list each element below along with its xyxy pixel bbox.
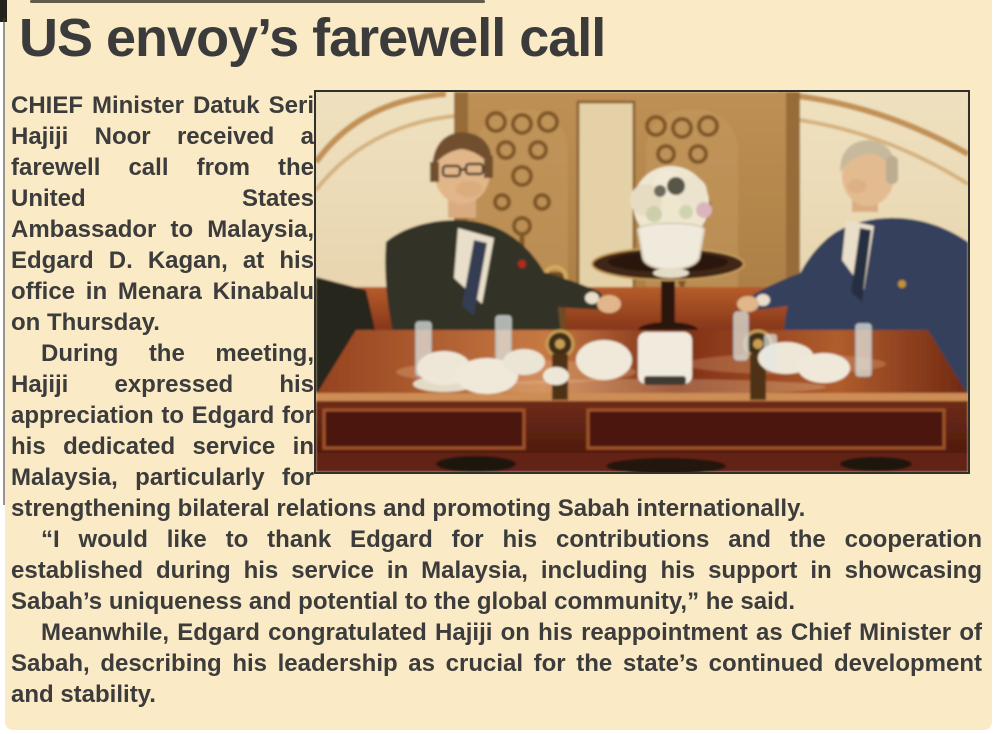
article-body: [11, 90, 982, 710]
article-paragraph: Meanwhile, Edgard congratulated Hajiji on his reappointment as Chief Minister of Sabah, describing his leadership as crucial for the state’s continued development and stability.: [11, 619, 982, 708]
scan-artifact-top-edge: [30, 0, 485, 3]
news-clipping: [5, 0, 992, 730]
meeting-photo: [314, 90, 970, 474]
article-paragraph: CHIEF Minister Datuk Seri Hajiji Noor received a farewell call from the United States Ambassador to Malaysia, Edgard D. Kagan, at his office in Menara Kinabalu on Thursday.: [11, 92, 314, 336]
scan-artifact-left-edge: [3, 18, 5, 505]
meeting-photo-illustration: [316, 92, 968, 472]
headline: US envoy’s farewell call: [19, 8, 606, 68]
article-paragraph: “I would like to thank Edgard for his contributions and the cooperation established during his service in Malaysia, including his support in showcasing Sabah’s uniqueness and potential to the global community,” he said.: [11, 526, 982, 615]
article-paragraph: During the meeting, Hajiji expressed his appreciation to Edgard for his dedicated service in Malaysia, particularly for strengthening bilateral relations and promoting Sabah internationally.: [11, 340, 806, 522]
